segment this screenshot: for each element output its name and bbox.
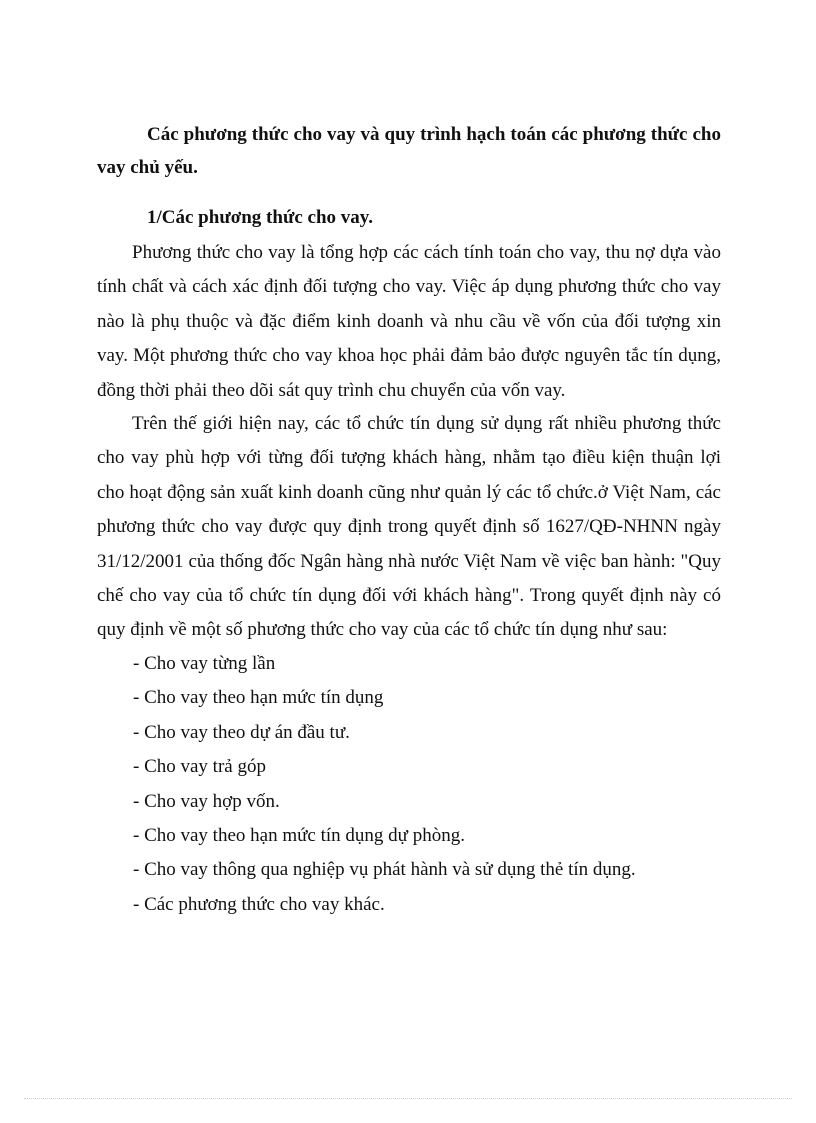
list-item: - Cho vay theo hạn mức tín dụng bbox=[133, 687, 384, 709]
section-heading: 1/Các phương thức cho vay. bbox=[147, 207, 373, 228]
paragraph-definition: Phương thức cho vay là tổng hợp các cách tính toán cho vay, thu nợ dựa vào tính chất và cách xác định đối tượng cho vay. Việc áp dụng phương thức cho vay nào là phụ thuộc và đặc điểm kinh doanh và nhu cầu về vốn của đối tượng xin vay. Một phương thức cho vay khoa học phải đảm bảo được nguyên tắc tín dụng, đồng thời phải theo dõi sát quy trình chu chuyển của vốn vay. bbox=[97, 242, 721, 401]
paragraph-regulation: Trên thế giới hiện nay, các tổ chức tín dụng sử dụng rất nhiều phương thức cho vay phù hợp với từng đối tượng khách hàng, nhằm tạo điều kiện thuận lợi cho hoạt động sản xuất kinh doanh cũng như quản lý các tổ chức.ở Việt Nam, các phương thức cho vay được quy định trong quyết định số 1627/QĐ-NHNN ngày 31/12/2001 của thống đốc Ngân hàng nhà nước Việt Nam về việc ban hành: "Quy chế cho vay của tổ chức tín dụng đối với khách hàng". Trong quyết định này có quy định về một số phương thức cho vay của các tổ chức tín dụng như sau: bbox=[97, 413, 721, 641]
document-title: Các phương thức cho vay và quy trình hạch toán các phương thức cho vay chủ yếu. bbox=[97, 124, 721, 178]
list-item: - Cho vay theo dự án đầu tư. bbox=[133, 721, 350, 743]
list-item: - Cho vay theo hạn mức tín dụng dự phòng. bbox=[133, 825, 465, 847]
list-item: - Các phương thức cho vay khác. bbox=[133, 893, 385, 915]
list-item: - Cho vay thông qua nghiệp vụ phát hành và sử dụng thẻ tín dụng. bbox=[133, 859, 636, 881]
loan-methods-list bbox=[133, 647, 636, 922]
list-item: - Cho vay hợp vốn. bbox=[133, 790, 280, 812]
list-item: - Cho vay trả góp bbox=[133, 756, 266, 778]
footer-divider bbox=[24, 1098, 792, 1099]
list-item: - Cho vay từng lần bbox=[133, 653, 276, 674]
